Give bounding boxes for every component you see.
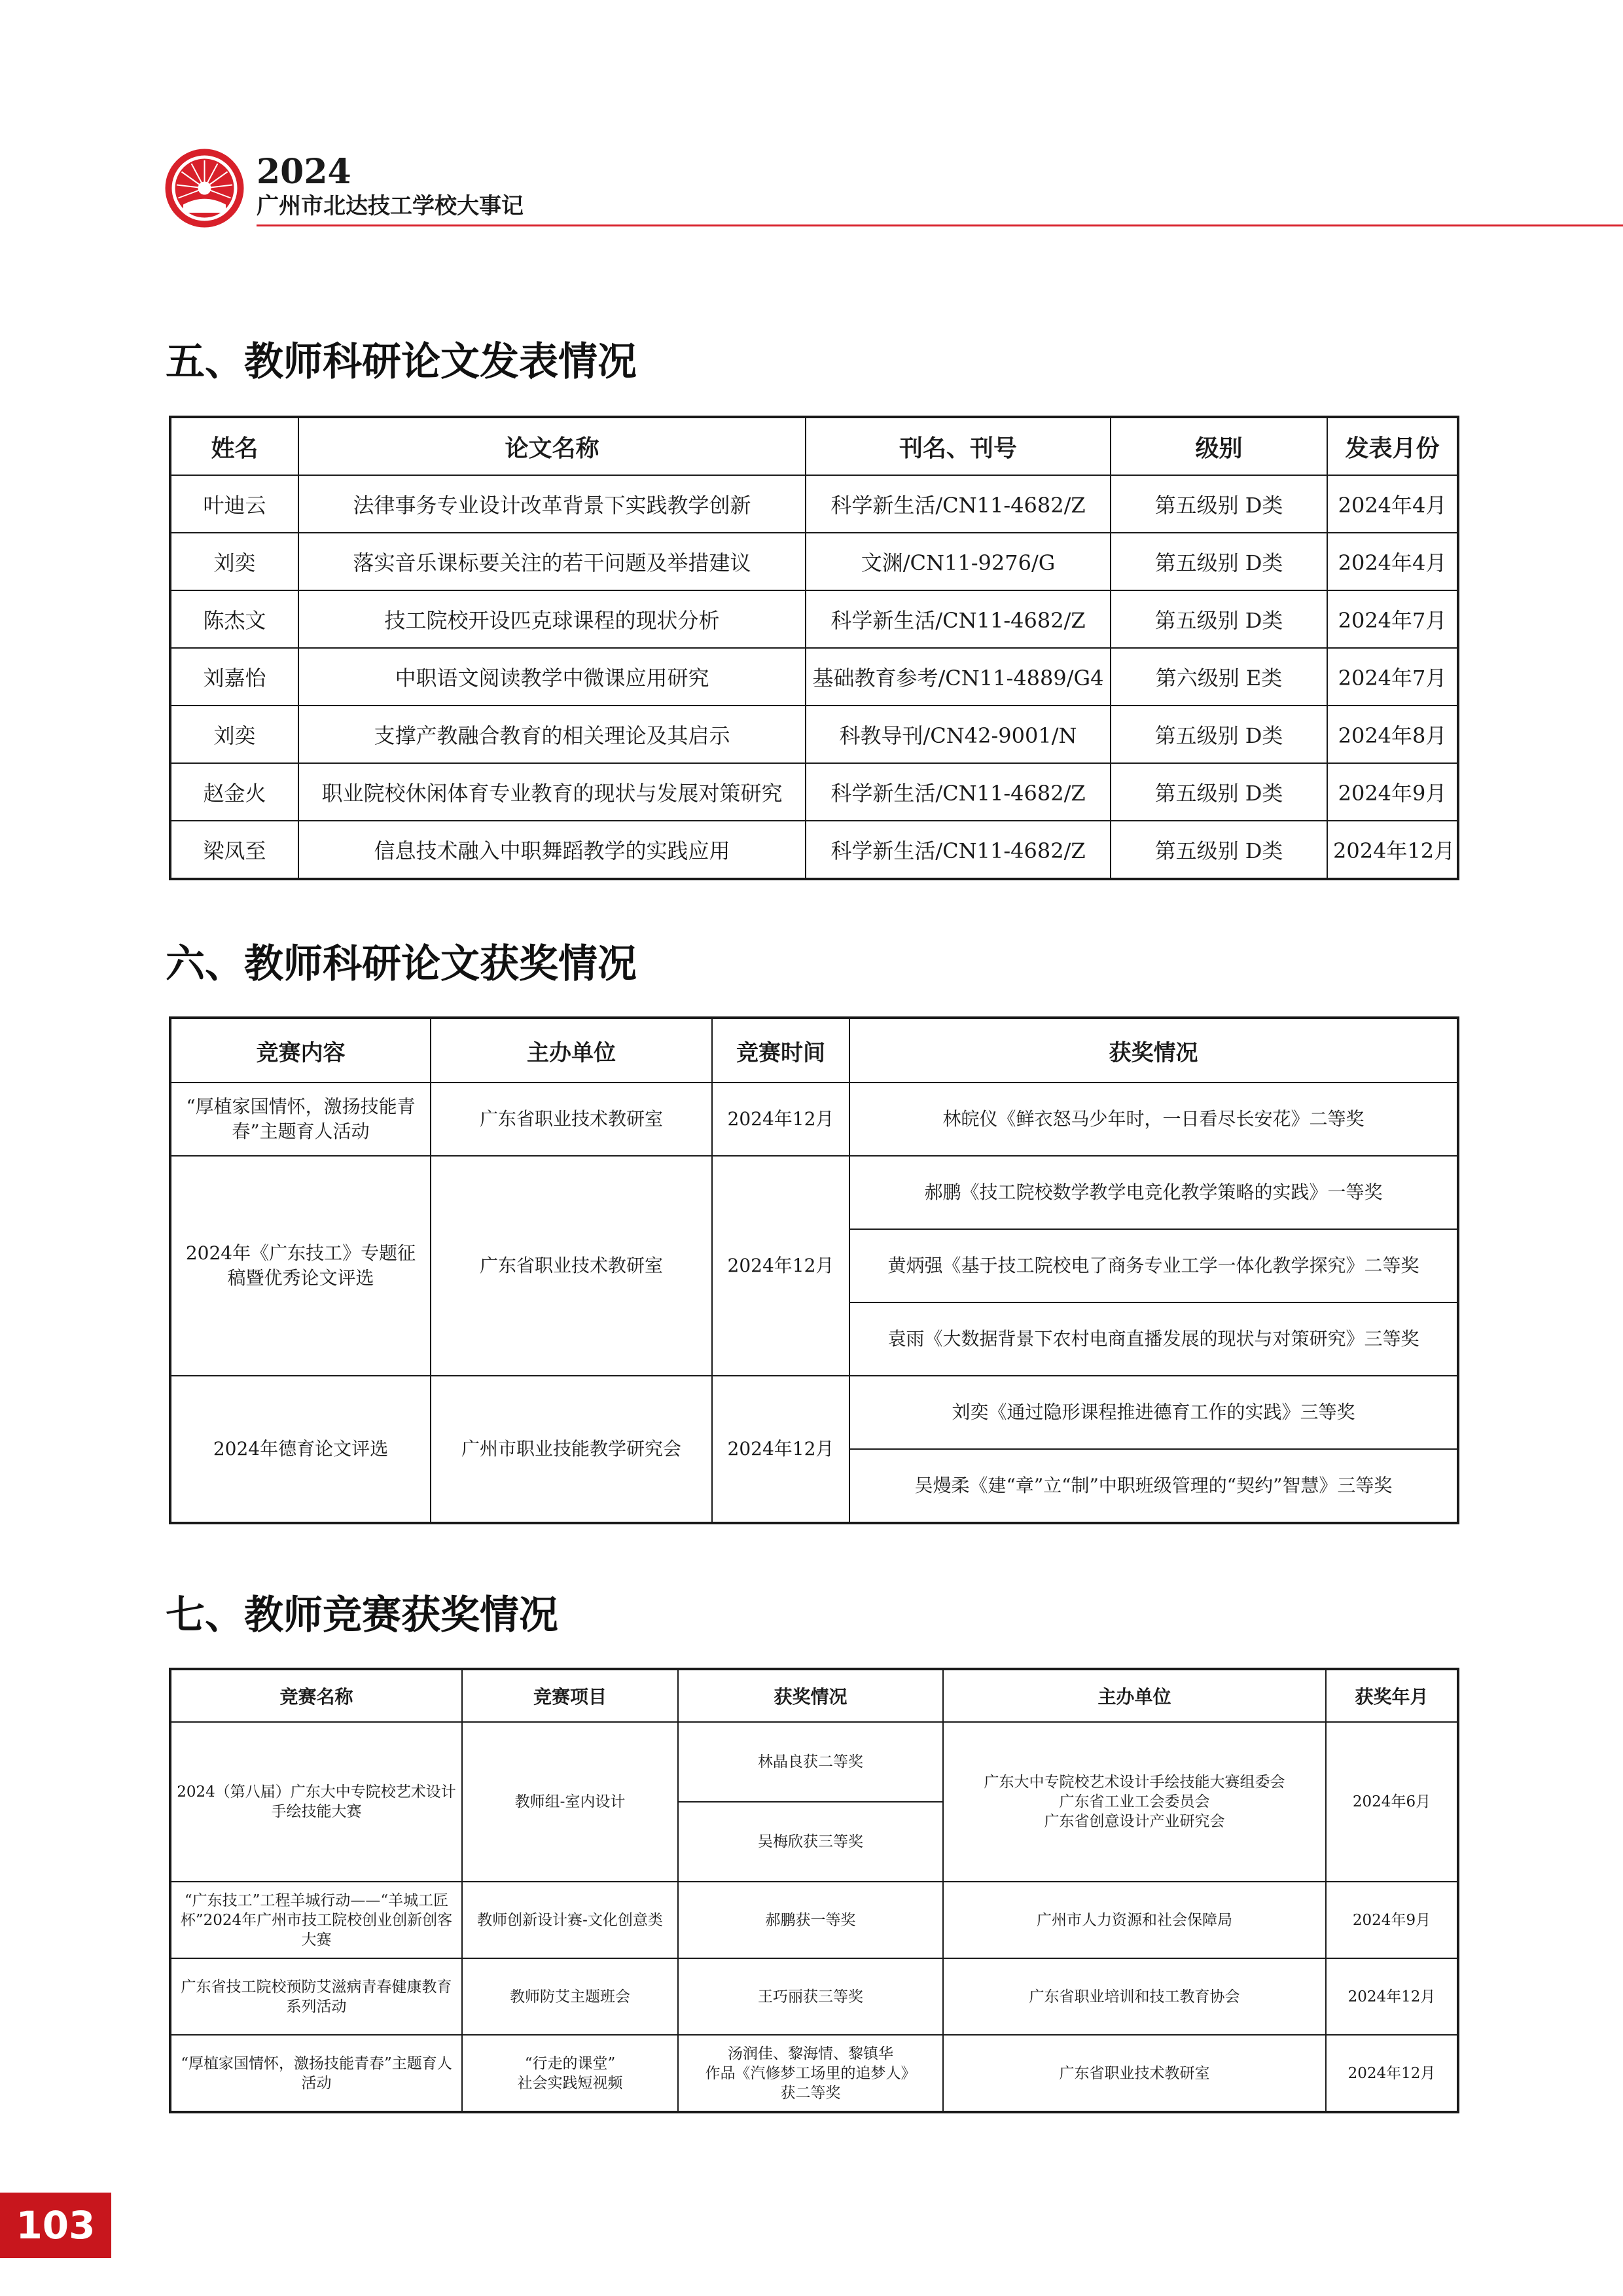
organizer-cell: 广州市人力资源和社会保障局: [943, 1882, 1326, 1958]
month-cell: 2024年12月: [1327, 821, 1458, 879]
level-cell: 第五级别 D类: [1111, 475, 1327, 533]
award-line: 汤润佳、黎海情、黎镇华: [728, 2045, 893, 2062]
organizer-cell: [943, 1722, 1326, 1882]
paper-title-cell: 支撑产教融合教育的相关理论及其启示: [298, 706, 806, 763]
author-cell: 赵金火: [170, 763, 298, 821]
award-cell: 吴梅欣获三等奖: [678, 1802, 943, 1882]
paper-title-cell: 中职语文阅读教学中微课应用研究: [298, 648, 806, 706]
organizer-line: 广东大中专院校艺术设计手绘技能大赛组委会: [984, 1774, 1285, 1791]
award-cell: 吴熳柔《建“章”立“制”中职班级管理的“契约”智慧》三等奖: [849, 1449, 1458, 1523]
award-date-cell: 2024年12月: [1326, 2035, 1458, 2112]
award-cell: 袁雨《大数据背景下农村电商直播发展的现状与对策研究》三等奖: [849, 1302, 1458, 1376]
author-cell: 陈杰文: [170, 590, 298, 648]
award-line: 作品《汽修梦工场里的追梦人》: [705, 2064, 916, 2082]
award-cell: 林晶良获二等奖: [678, 1722, 943, 1802]
section7-title: 七、教师竞赛获奖情况: [166, 1592, 558, 1638]
column-header: 获奖情况: [678, 1669, 943, 1722]
organizer-cell: 广东省职业技术教研室: [431, 1156, 712, 1376]
competition-item-cell: 教师创新设计赛-文化创意类: [462, 1882, 678, 1958]
level-cell: 第五级别 D类: [1111, 821, 1327, 879]
contest-content-cell: “厚植家国情怀，激扬技能青春”主题育人活动: [170, 1083, 431, 1156]
journal-cell: 科学新生活/CN11-4682/Z: [806, 475, 1111, 533]
contest-content-cell: 2024年德育论文评选: [170, 1376, 431, 1523]
table-row: [170, 1376, 1458, 1449]
journal-cell: 科学新生活/CN11-4682/Z: [806, 763, 1111, 821]
level-cell: 第五级别 D类: [1111, 706, 1327, 763]
competition-item-cell: [462, 2035, 678, 2112]
column-header: 主办单位: [431, 1018, 712, 1083]
column-header: 竞赛项目: [462, 1669, 678, 1722]
author-cell: 刘奕: [170, 706, 298, 763]
award-date-cell: 2024年9月: [1326, 1882, 1458, 1958]
author-cell: 刘奕: [170, 533, 298, 590]
header-rule: [257, 224, 1623, 226]
paper-title-cell: 落实音乐课标要关注的若干问题及举措建议: [298, 533, 806, 590]
column-header: 发表月份: [1327, 417, 1458, 475]
competition-awards-table: [169, 1668, 1459, 2113]
section6-title: 六、教师科研论文获奖情况: [166, 941, 637, 987]
level-cell: 第六级别 E类: [1111, 648, 1327, 706]
organizer-line: 广东省工业工会委员会: [1059, 1793, 1210, 1810]
page-header: [164, 147, 1623, 232]
award-cell: 王巧丽获三等奖: [678, 1958, 943, 2035]
column-header: 主办单位: [943, 1669, 1326, 1722]
table-header-row: [170, 1018, 1458, 1083]
month-cell: 2024年7月: [1327, 648, 1458, 706]
award-cell: 郝鹏获一等奖: [678, 1882, 943, 1958]
organizer-cell: 广东省职业技术教研室: [431, 1083, 712, 1156]
contest-content-cell: 2024年《广东技工》专题征稿暨优秀论文评选: [170, 1156, 431, 1376]
item-line: “行走的课堂”: [524, 2054, 616, 2072]
header-title: 广州市北达技工学校大事记: [257, 193, 524, 219]
table-row: [170, 475, 1458, 533]
competition-item-cell: 教师组-室内设计: [462, 1722, 678, 1882]
award-cell: 刘奕《通过隐形课程推进德育工作的实践》三等奖: [849, 1376, 1458, 1449]
organizer-cell: 广东省职业技术教研室: [943, 2035, 1326, 2112]
table-row: [170, 533, 1458, 590]
journal-cell: 基础教育参考/CN11-4889/G4: [806, 648, 1111, 706]
month-cell: 2024年8月: [1327, 706, 1458, 763]
paper-title-cell: 信息技术融入中职舞蹈教学的实践应用: [298, 821, 806, 879]
award-cell: 林皖仪《鲜衣怒马少年时，一日看尽长安花》二等奖: [849, 1083, 1458, 1156]
level-cell: 第五级别 D类: [1111, 590, 1327, 648]
column-header: 刊名、刊号: [806, 417, 1111, 475]
award-cell: 黄炳强《基于技工院校电了商务专业工学一体化教学探究》二等奖: [849, 1229, 1458, 1302]
month-cell: 2024年7月: [1327, 590, 1458, 648]
table-row: [170, 1722, 1458, 1802]
organizer-cell: 广州市职业技能教学研究会: [431, 1376, 712, 1523]
journal-cell: 科学新生活/CN11-4682/Z: [806, 590, 1111, 648]
table-row: [170, 1882, 1458, 1958]
journal-cell: 文渊/CN11-9276/G: [806, 533, 1111, 590]
contest-time-cell: 2024年12月: [712, 1376, 849, 1523]
organizer-line: 广东省创意设计产业研究会: [1044, 1813, 1225, 1830]
paper-awards-table: [169, 1016, 1459, 1524]
item-line: 社会实践短视频: [517, 2074, 623, 2092]
competition-name-cell: 广东省技工院校预防艾滋病青春健康教育系列活动: [170, 1958, 462, 2035]
contest-time-cell: 2024年12月: [712, 1156, 849, 1376]
page-number: 103: [0, 2193, 111, 2258]
journal-cell: 科教导刊/CN42-9001/N: [806, 706, 1111, 763]
table-row: [170, 706, 1458, 763]
contest-time-cell: 2024年12月: [712, 1083, 849, 1156]
table-row: [170, 821, 1458, 879]
award-cell: [678, 2035, 943, 2112]
school-logo-icon: [164, 147, 245, 229]
papers-published-table: [169, 416, 1459, 880]
column-header: 竞赛名称: [170, 1669, 462, 1722]
header-year: 2024: [257, 152, 351, 192]
paper-title-cell: 技工院校开设匹克球课程的现状分析: [298, 590, 806, 648]
level-cell: 第五级别 D类: [1111, 763, 1327, 821]
month-cell: 2024年4月: [1327, 533, 1458, 590]
column-header: 级别: [1111, 417, 1327, 475]
table-row: [170, 763, 1458, 821]
column-header: 竞赛内容: [170, 1018, 431, 1083]
table-row: [170, 590, 1458, 648]
author-cell: 刘嘉怡: [170, 648, 298, 706]
award-date-cell: 2024年6月: [1326, 1722, 1458, 1882]
journal-cell: 科学新生活/CN11-4682/Z: [806, 821, 1111, 879]
table-header-row: [170, 1669, 1458, 1722]
column-header: 获奖情况: [849, 1018, 1458, 1083]
paper-title-cell: 法律事务专业设计改革背景下实践教学创新: [298, 475, 806, 533]
competition-name-cell: 2024（第八届）广东大中专院校艺术设计手绘技能大赛: [170, 1722, 462, 1882]
column-header: 竞赛时间: [712, 1018, 849, 1083]
award-cell: 郝鹏《技工院校数学教学电竞化教学策略的实践》一等奖: [849, 1156, 1458, 1229]
table-row: [170, 1156, 1458, 1229]
author-cell: 梁凤至: [170, 821, 298, 879]
competition-name-cell: “厚植家国情怀，激扬技能青春”主题育人活动: [170, 2035, 462, 2112]
author-cell: 叶迪云: [170, 475, 298, 533]
paper-title-cell: 职业院校休闲体育专业教育的现状与发展对策研究: [298, 763, 806, 821]
table-row: [170, 1958, 1458, 2035]
competition-name-cell: “广东技工”工程羊城行动——“羊城工匠杯”2024年广州市技工院校创业创新创客大赛: [170, 1882, 462, 1958]
award-line: 获二等奖: [780, 2084, 841, 2102]
award-date-cell: 2024年12月: [1326, 1958, 1458, 2035]
table-row: [170, 648, 1458, 706]
column-header: 姓名: [170, 417, 298, 475]
month-cell: 2024年9月: [1327, 763, 1458, 821]
table-row: [170, 1083, 1458, 1156]
column-header: 论文名称: [298, 417, 806, 475]
organizer-cell: 广东省职业培训和技工教育协会: [943, 1958, 1326, 2035]
table-row: [170, 2035, 1458, 2112]
table-header-row: [170, 417, 1458, 475]
level-cell: 第五级别 D类: [1111, 533, 1327, 590]
competition-item-cell: 教师防艾主题班会: [462, 1958, 678, 2035]
month-cell: 2024年4月: [1327, 475, 1458, 533]
section5-title: 五、教师科研论文发表情况: [166, 339, 637, 385]
column-header: 获奖年月: [1326, 1669, 1458, 1722]
